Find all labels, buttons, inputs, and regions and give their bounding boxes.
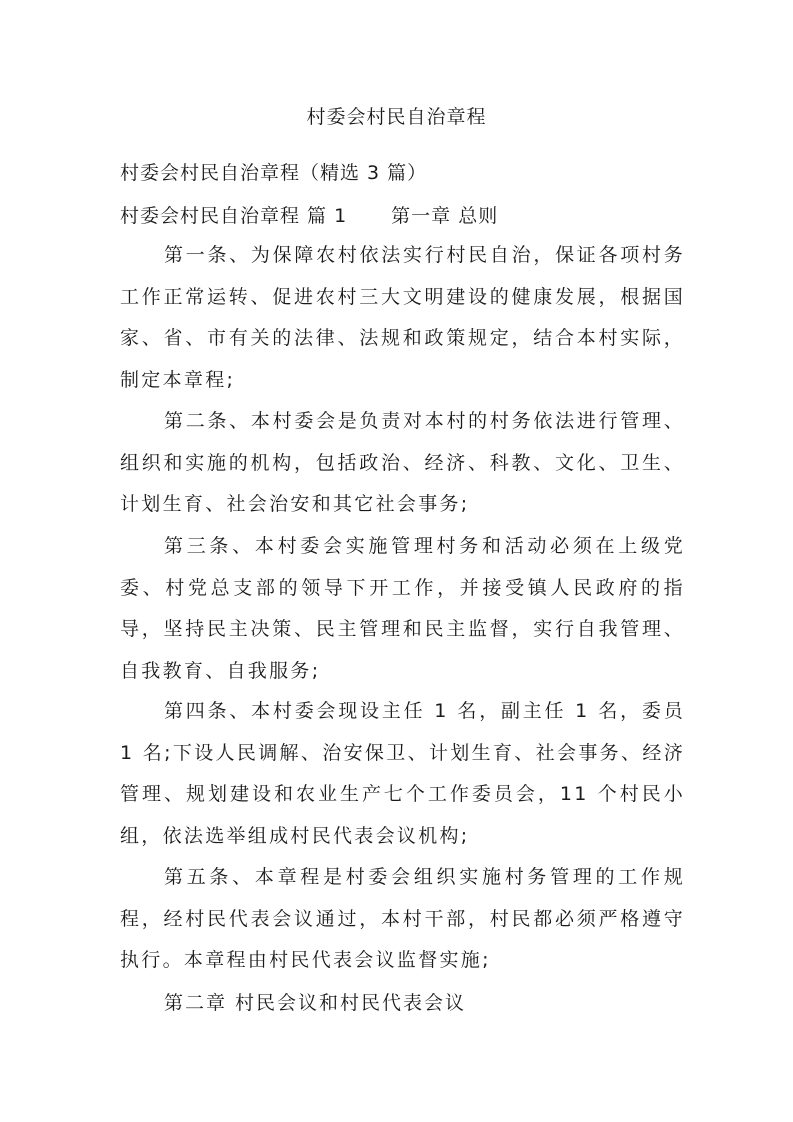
article-1: 第一条、为保障农村依法实行村民自治，保证各项村务工作正常运转、促进农村三大文明建设的健康发展，根据国家、省、市有关的法律、法规和政策规定，结合本村实际，制定本章程; bbox=[120, 244, 685, 391]
part-heading-row bbox=[120, 203, 498, 229]
part-heading: 村委会村民自治章程 篇 1 bbox=[120, 205, 348, 227]
chapter-one-heading: 第一章 总则 bbox=[391, 205, 499, 227]
document-subtitle: 村委会村民自治章程（精选 3 篇） bbox=[120, 162, 428, 184]
article-2: 第二条、本村委会是负责对本村的村务依法进行管理、组织和实施的机构，包括政治、经济、科教、文化、卫生、计划生育、社会治安和其它社会事务; bbox=[120, 410, 685, 515]
document-title: 村委会村民自治章程 bbox=[306, 106, 487, 128]
article-5: 第五条、本章程是村委会组织实施村务管理的工作规程，经村民代表会议通过，本村干部，村民都必须严格遵守执行。本章程由村民代表会议监督实施; bbox=[120, 866, 685, 971]
article-3: 第三条、本村委会实施管理村务和活动必须在上级党委、村党总支部的领导下开工作，并接受镇人民政府的指导，坚持民主决策、民主管理和民主监督，实行自我管理、自我教育、自我服务; bbox=[120, 535, 685, 682]
chapter-two-heading: 第二章 村民会议和村民代表会议 bbox=[164, 992, 467, 1014]
article-4: 第四条、本村委会现设主任 1 名，副主任 1 名，委员 1 名;下设人民调解、治安保卫、计划生育、社会事务、经济管理、规划建设和农业生产七个工作委员会，11 个村民小组，依法选举组成村民代表会议机构; bbox=[120, 700, 685, 847]
